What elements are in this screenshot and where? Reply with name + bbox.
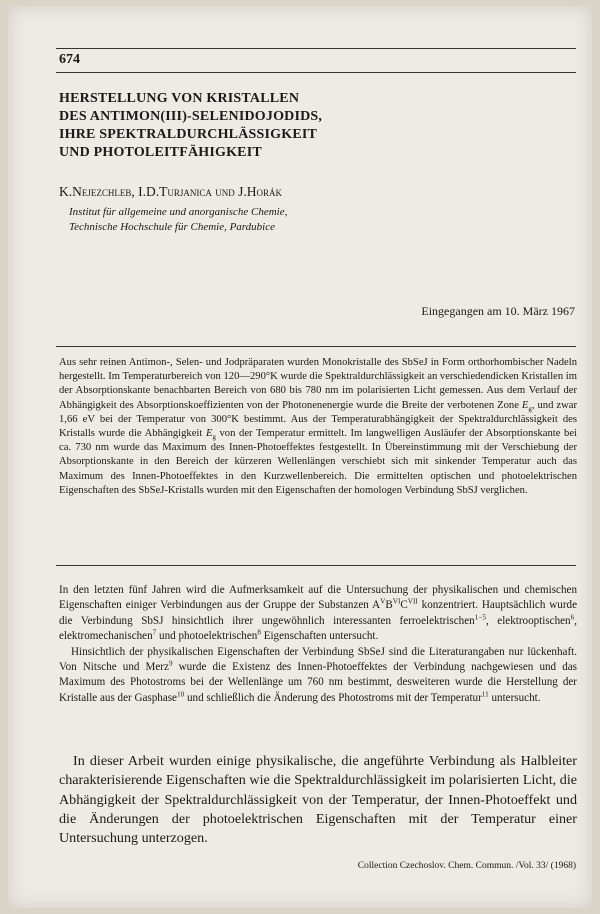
- text: und schließlich die Änderung des Photostroms mit der Temperatur: [184, 691, 482, 704]
- page-number: 674: [59, 52, 80, 67]
- paper-page: [8, 6, 592, 908]
- header-rule: [56, 72, 576, 73]
- institution: [69, 205, 287, 235]
- text: , elektromechanischen: [59, 614, 577, 643]
- text: konzentriert. Hauptsächlich wurde die Verbindung SbSJ hinsichtlich ihrer ungewöhnlich interessanten ferroelektrischen: [59, 599, 577, 627]
- abstract-bottom-rule: [56, 565, 576, 566]
- text: In den letzten fünf Jahren wird die Aufmerksamkeit auf die Untersuchung der physikalischen und chemischen Eigenschaften einiger Verbindungen aus der Gruppe der Substanzen A: [59, 584, 577, 612]
- received-date: Eingegangen am 10. März 1967: [421, 304, 575, 318]
- title-line: DES ANTIMON(III)-SELENIDOJODIDS,: [59, 109, 323, 124]
- title-line: IHRE SPEKTRALDURCHLÄSSIGKEIT: [59, 127, 318, 142]
- text: untersucht.: [488, 691, 541, 704]
- text: Hinsichtlich der physikalischen Eigenschaften der Verbindung SbSeJ sind die Literaturangaben nur lückenhaft. Von Nitsche und Merz: [59, 645, 577, 674]
- reference-mark: 8: [257, 628, 261, 637]
- reference-mark: 1−5: [474, 613, 486, 622]
- text: wurde die Existenz des Innen-Photoeffektes der Verbindung nachgewiesen und das Maximum des Photostroms bei der Wellenlänge um 760 nm bestimmt, desweiteren wurde die Herstellung der Kristalle aus der Gasphase: [59, 661, 577, 704]
- abstract: [59, 356, 577, 498]
- eg-symbol: E: [521, 399, 529, 411]
- superscript: VII: [407, 597, 418, 606]
- text: B: [385, 599, 393, 612]
- institution-line: Institut für allgemeine und anorganische Chemie,: [69, 206, 288, 218]
- abstract-text: , und zwar 1,66 eV bei der Temperatur von 300°K bestimmt. Aus der Temperaturabhängigkeit der Spektraldurchlässigkeit des Kristalls wurde die Abhängigkeit: [59, 399, 577, 440]
- paragraph: In dieser Arbeit wurden einige physikalische, die angeführte Verbindung als Halbleiter charakterisierende Eigenschaften wie die Spektraldurchlässigkeit im polarisierten Licht, die Abhängigkeit der Spektraldurchlässigkeit von der Temperatur, der Innen-Photoeffekt und die Änderungen der photoelektrischen Eigenschaften mit der Temperatur einer Untersuchung unterzogen.: [59, 753, 577, 847]
- top-rule: [56, 48, 576, 49]
- reference-mark: 11: [481, 690, 489, 699]
- reference-mark: 9: [168, 659, 173, 668]
- aim-paragraph: [59, 752, 577, 848]
- text: und photoelektrischen: [156, 630, 258, 643]
- text: , elektrooptischen: [485, 614, 571, 627]
- eg-subscript: g: [528, 405, 532, 413]
- text: C: [400, 599, 408, 612]
- reference-mark: 10: [177, 690, 185, 699]
- reference-mark: 6: [570, 613, 575, 622]
- eg-symbol: E: [205, 428, 213, 440]
- eg-subscript: g: [212, 434, 216, 442]
- text: Eigenschaften untersucht.: [260, 630, 379, 643]
- authors: K.Nejezchleb, I.D.Turjanica und J.Horák: [59, 184, 282, 199]
- article-title: [59, 90, 559, 162]
- reference-mark: 7: [152, 628, 157, 637]
- journal-footer: Collection Czechoslov. Chem. Commun. /Vol. 33/ (1968): [357, 861, 576, 871]
- paragraph: [59, 645, 577, 707]
- introduction: [59, 583, 577, 706]
- title-line: HERSTELLUNG VON KRISTALLEN: [59, 91, 300, 106]
- paragraph: [59, 583, 577, 645]
- title-line: UND PHOTOLEITFÄHIGKEIT: [59, 145, 262, 160]
- abstract-top-rule: [56, 346, 576, 347]
- abstract-text: Aus sehr reinen Antimon-, Selen- und Jodpräparaten wurden Monokristalle des SbSeJ in Form orthorhombischer Nadeln hergestellt. Im Temperaturbereich von 120—290°K wurde die Spektraldurchlässigkeit an verschiedendicken Kristallen im der Absorptionskante benachbarten Bereich von 680 bis 780 nm im polarisierten Licht gemessen. Aus dem Verlauf der Abhängigkeit des Absorptionskoeffizienten von der Photonenenergie wurde die Breite der verbotenen Zone: [59, 357, 577, 411]
- institution-line: Technische Hochschule für Chemie, Pardubice: [69, 221, 276, 233]
- superscript: V: [380, 597, 386, 606]
- superscript: VI: [392, 597, 401, 606]
- abstract-text: von der Temperatur ermittelt. Im langwelligen Ausläufer der Absorptionskante bei ca. 730 nm wurde das Maximum des Innen-Photoeffektes festgestellt. In Übereinstimmung mit der Verschiebung der Absorptionskante in den Bereich der kürzeren Wellenlängen verschiebt sich mit sinkender Temperatur auch das Maximum des Innen-Photoeffektes in den Kurzwellenbereich. Die ermittelten optischen und photoelektrischen Eigenschaften des SbSeJ-Kristalls wurden mit den Eigenschaften der homologen Verbindung SbSJ verglichen.: [59, 428, 577, 496]
